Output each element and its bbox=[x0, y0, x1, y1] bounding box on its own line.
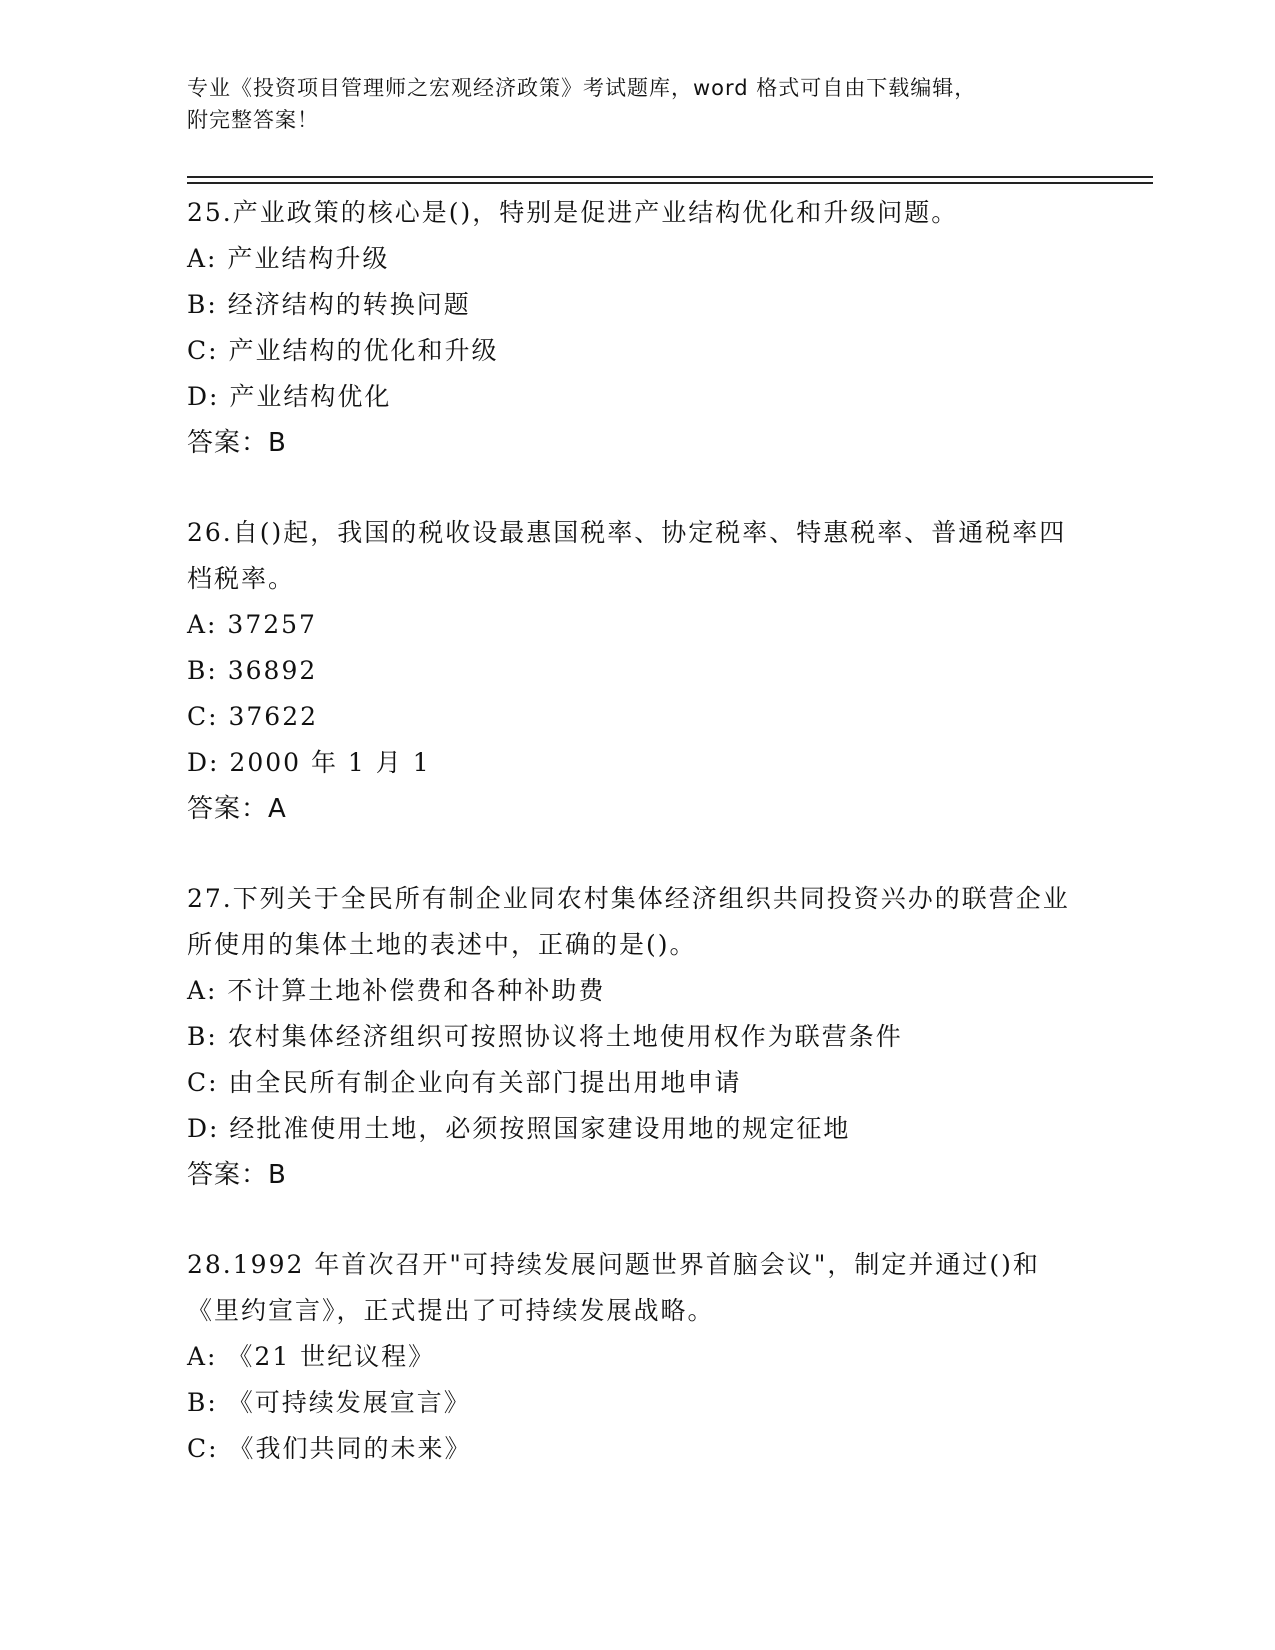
option-b: B: 农村集体经济组织可按照协议将土地使用权作为联营条件 bbox=[187, 1022, 903, 1051]
answer: 答案：A bbox=[187, 794, 287, 824]
header-divider-top bbox=[187, 176, 1153, 178]
option-a: A: 产业结构升级 bbox=[187, 244, 390, 273]
option-b: B: 36892 bbox=[187, 656, 318, 685]
document-header bbox=[187, 72, 1087, 136]
option-a: A: 37257 bbox=[187, 610, 317, 639]
question-stem: 26.自()起，我国的税收设最惠国税率、协定税率、特惠税率、普通税率四档税率。 bbox=[187, 518, 1067, 593]
header-line-2: 附完整答案！ bbox=[187, 108, 319, 132]
option-a: A: 《21 世纪议程》 bbox=[187, 1342, 436, 1371]
question-stem: 28.1992 年首次召开"可持续发展问题世界首脑会议"，制定并通过()和《里约宣言》，正式提出了可持续发展战略。 bbox=[187, 1250, 1040, 1325]
question-list bbox=[187, 190, 1087, 1516]
option-c: C: 由全民所有制企业向有关部门提出用地申请 bbox=[187, 1068, 742, 1097]
option-c: C: 产业结构的优化和升级 bbox=[187, 336, 499, 365]
question-27 bbox=[187, 876, 1087, 1198]
answer: 答案：B bbox=[187, 428, 287, 458]
option-c: C: 《我们共同的未来》 bbox=[187, 1434, 472, 1463]
answer: 答案：B bbox=[187, 1160, 287, 1190]
question-26 bbox=[187, 510, 1087, 832]
option-b: B: 《可持续发展宣言》 bbox=[187, 1388, 471, 1417]
option-b: B: 经济结构的转换问题 bbox=[187, 290, 471, 319]
option-d: D: 2000 年 1 月 1 bbox=[187, 748, 431, 777]
question-25 bbox=[187, 190, 1087, 466]
option-d: D: 经批准使用土地，必须按照国家建设用地的规定征地 bbox=[187, 1114, 851, 1143]
option-c: C: 37622 bbox=[187, 702, 319, 731]
question-28 bbox=[187, 1242, 1087, 1472]
header-line-1: 专业《投资项目管理师之宏观经济政策》考试题库，word 格式可自由下载编辑， bbox=[187, 76, 977, 100]
question-stem: 27.下列关于全民所有制企业同农村集体经济组织共同投资兴办的联营企业所使用的集体土地的表述中，正确的是()。 bbox=[187, 884, 1070, 959]
question-stem: 25.产业政策的核心是()，特别是促进产业结构优化和升级问题。 bbox=[187, 198, 959, 227]
header-divider-bottom bbox=[187, 182, 1153, 184]
option-a: A: 不计算土地补偿费和各种补助费 bbox=[187, 976, 606, 1005]
option-d: D: 产业结构优化 bbox=[187, 382, 392, 411]
